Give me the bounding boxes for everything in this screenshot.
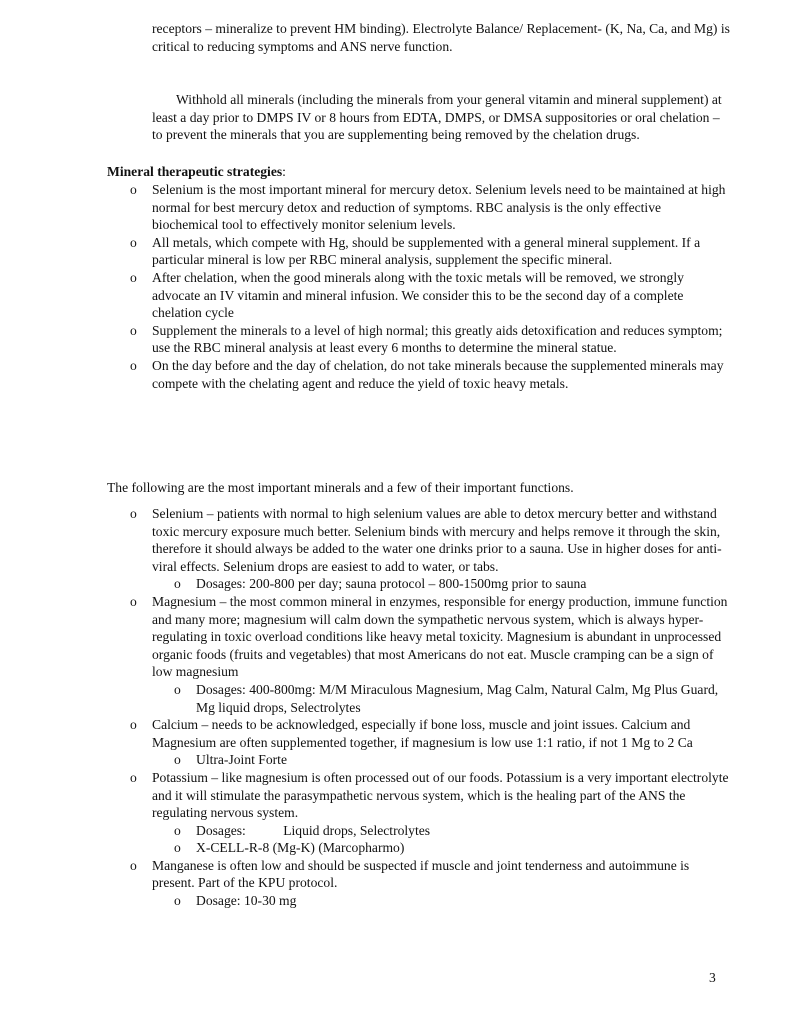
intro-paragraph-2: Withhold all minerals (including the minerals from your general vitamin and mineral supplement) at least a day prior to DMPS IV or 8 hours from EDTA, DMPS, or DMSA suppositories or oral chelation – to prevent the minerals that you are supplementing being removed by the chelation drugs. [152, 92, 722, 143]
dosage-text: Ultra-Joint Forte [196, 752, 287, 768]
dosage-list [152, 681, 730, 716]
dosage-list [152, 892, 730, 910]
minerals-intro: The following are the most important minerals and a few of their important functions. [107, 480, 574, 495]
bullet-icon: o [174, 576, 181, 592]
bullet-icon: o [130, 234, 137, 250]
strategy-item [130, 234, 730, 269]
strategies-heading-colon: : [282, 164, 286, 179]
bullet-icon: o [174, 681, 181, 697]
dosage-text: X-CELL-R-8 (Mg-K) (Marcopharmo) [196, 840, 405, 856]
bullet-icon: o [130, 182, 137, 197]
mineral-text: Potassium – like magnesium is often processed out of our foods. Potassium is a very important electrolyte and it will stimulate the parasympathetic nervous system, which is the healing part of the ANS the regulating nervous system. [152, 769, 729, 821]
bullet-icon: o [130, 269, 137, 285]
intro-paragraph-1: receptors – mineralize to prevent HM binding). Electrolyte Balance/ Replacement- (K, Na, Ca, and Mg) is critical to reducing symptoms and ANS nerve function. [152, 21, 730, 54]
dosage-list [152, 751, 730, 769]
strategy-item [130, 357, 730, 392]
dosage-item [174, 681, 730, 716]
mineral-text: Calcium – needs to be acknowledged, especially if bone loss, muscle and joint issues. Calcium and Magnesium are often supplemented together, if magnesium is low use 1:1 ratio, if not 1 Mg to 2 Ca [152, 717, 693, 750]
bullet-icon: o [130, 769, 137, 785]
dosage-item [174, 751, 730, 769]
strategies-heading [107, 163, 286, 181]
mineral-item [130, 857, 730, 910]
dosage-text: Dosages: Liquid drops, Selectrolytes [196, 822, 431, 838]
bullet-icon: o [174, 893, 181, 909]
bullet-icon: o [130, 593, 137, 609]
bullet-icon: o [174, 822, 181, 838]
bullet-icon: o [130, 357, 137, 373]
mineral-item [130, 769, 730, 857]
strategies-list [130, 181, 730, 392]
strategy-item [130, 181, 730, 234]
strategy-text: Supplement the minerals to a level of high normal; this greatly aids detoxification and reduces symptom; use the RBC mineral analysis at least every 6 months to determine the mineral statue. [152, 322, 723, 356]
bullet-icon: o [130, 506, 137, 521]
strategy-text: All metals, which compete with Hg, should be supplemented with a general mineral supplement. If a particular mineral is low per RBC mineral analysis, supplement the specific mineral. [152, 234, 701, 268]
dosage-list [152, 822, 730, 857]
strategy-text: On the day before and the day of chelation, do not take minerals because the supplemented minerals may compete with the chelating agent and reduce the yield of toxic heavy metals. [152, 357, 724, 391]
dosage-item [174, 839, 730, 857]
bullet-icon: o [174, 752, 181, 768]
mineral-item [130, 505, 730, 593]
mineral-item [130, 593, 730, 716]
mineral-item [130, 716, 730, 769]
dosage-item [174, 575, 730, 593]
mineral-text: Manganese is often low and should be suspected if muscle and joint tenderness and autoimmune is present. Part of the KPU protocol. [152, 857, 690, 891]
strategies-heading-text: Mineral therapeutic strategies [107, 164, 283, 179]
bullet-icon: o [130, 322, 137, 338]
dosage-item [174, 822, 730, 840]
mineral-text: Selenium – patients with normal to high selenium values are able to detox mercury better and withstand toxic mercury exposure much better. Selenium binds with mercury and helps remove it through the skin, therefore it should always be added to the water one drinks prior to a sauna. Use in higher doses for anti-viral effects. Selenium drops are easiest to add to water, or tabs. [152, 506, 722, 574]
strategy-item [130, 322, 730, 357]
strategy-item [130, 269, 730, 322]
strategy-text: After chelation, when the good minerals along with the toxic metals will be removed, we strongly advocate an IV vitamin and mineral infusion. We consider this to be the second day of a complete chelation cycle [152, 269, 684, 321]
dosage-item [174, 892, 730, 910]
strategy-text: Selenium is the most important mineral for mercury detox. Selenium levels need to be maintained at high normal for best mercury detox and reduction of symptoms. RBC analysis is the only effective biochemical tool to effectively monitor selenium levels. [152, 182, 726, 233]
dosage-text: Dosages: 400-800mg: M/M Miraculous Magnesium, Mag Calm, Natural Calm, Mg Plus Guard, Mg liquid drops, Selectrolytes [196, 681, 722, 715]
minerals-list [130, 505, 730, 910]
dosage-list [152, 575, 730, 593]
mineral-text: Magnesium – the most common mineral in enzymes, responsible for energy production, immune function and many more; magnesium will calm down the sympathetic nervous system, which is always hyper-regulating in toxic overload conditions like heavy metal toxicity. Magnesium is abundant in unprocessed organic foods (fruits and vegetables) that most Americans do not eat. Muscle cramping can be a sign of low magnesium [152, 593, 728, 680]
dosage-text: Dosages: 200-800 per day; sauna protocol – 800-1500mg prior to sauna [196, 576, 587, 592]
dosage-text: Dosage: 10-30 mg [196, 893, 297, 909]
bullet-icon: o [130, 717, 137, 733]
bullet-icon: o [130, 857, 137, 873]
page-number: 3 [709, 970, 716, 985]
bullet-icon: o [174, 840, 181, 856]
